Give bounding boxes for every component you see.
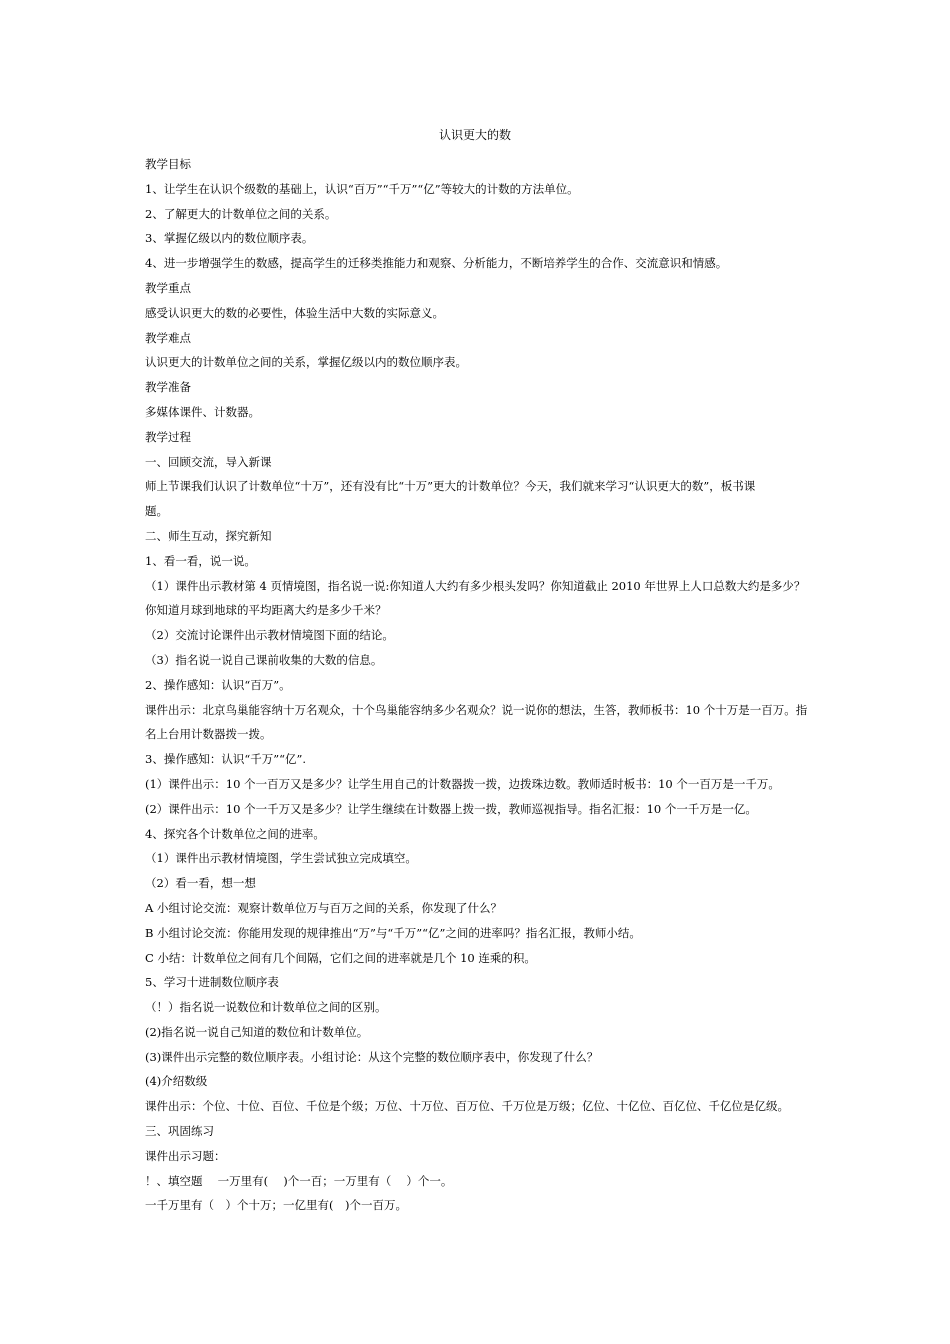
section-heading: 教学重点 <box>145 280 191 295</box>
key-point-text: 感受认识更大的数的必要性，体验生活中大数的实际意义。 <box>145 305 444 320</box>
paragraph-line: 师上节课我们认识了计数单位“十万”，还有没有比“十万”更大的计数单位？今天，我们就来学习“认识更大的数”，板书课 <box>145 479 756 494</box>
paragraph-line: B 小组讨论交流：你能用发现的规律推出“万”与“千万”“亿”之间的进率吗？指名汇报，教师小结。 <box>145 925 641 940</box>
objective-2: 2、了解更大的计数单位之间的关系。 <box>145 206 337 221</box>
paragraph-line: (1）课件出示：10 个一百万又是多少？让学生用自己的计数器拨一拨，边拨珠边数。教师适时板书：10 个一百万是一千万。 <box>145 776 780 791</box>
section-heading: 教学目标 <box>145 157 191 171</box>
step-heading: 一、回顾交流，导入新课 <box>145 454 272 469</box>
difficulty-text: 认识更大的计数单位之间的关系，掌握亿级以内的数位顺序表。 <box>145 355 467 370</box>
section-heading: 教学准备 <box>145 380 191 395</box>
document-title: 认识更大的数 <box>438 128 511 142</box>
paragraph-line: （2）交流讨论课件出示教材情境图下面的结论。 <box>145 628 394 643</box>
subsection-heading: 3、操作感知：认识“千万”“亿”. <box>145 752 306 767</box>
paragraph-line: 名上台用计数器拨一拨。 <box>145 727 272 742</box>
step-heading: 二、师生互动，探究新知 <box>145 528 272 543</box>
exercise-line: 一千万里有（ ）个十万；一亿里有( )个一百万。 <box>145 1198 407 1213</box>
subsection-heading: 2、操作感知：认识“百万”。 <box>145 677 291 692</box>
paragraph-line: 课件出示：个位、十位、百位、千位是个级；万位、十万位、百万位、千万位是万级；亿位、十亿位、百亿位、千亿位是亿级。 <box>145 1099 789 1114</box>
paragraph-line: A 小组讨论交流：观察计数单位万与百万之间的关系，你发现了什么？ <box>145 900 502 915</box>
objective-4: 4、进一步增强学生的数感，提高学生的迁移类推能力和观察、分析能力，不断培养学生的合作、交流意识和情感。 <box>145 256 728 271</box>
paragraph-line: （！）指名说一说数位和计数单位之间的区别。 <box>145 1000 387 1015</box>
paragraph-line: 你知道月球到地球的平均距离大约是多少千米？ <box>145 603 387 618</box>
subsection-heading: 4、探究各个计数单位之间的进率。 <box>145 826 325 841</box>
paragraph-line: C 小结：计数单位之间有几个间隔，它们之间的进率就是几个 10 连乘的积。 <box>145 950 536 965</box>
exercise-line: ！、填空题 一万里有( )个一百；一万里有（ ）个一。 <box>145 1173 453 1188</box>
step-heading: 三、巩固练习 <box>145 1124 214 1139</box>
objective-1: 1、让学生在认识个级数的基础上，认识“百万”“千万”“亿”等较大的计数的方法单位。 <box>145 181 579 196</box>
paragraph-line: 题。 <box>145 504 168 519</box>
section-heading: 教学难点 <box>145 330 191 345</box>
subsection-heading: 1、看一看，说一说。 <box>145 553 256 568</box>
preparation-text: 多媒体课件、计数器。 <box>145 404 260 419</box>
paragraph-line: 课件出示：北京鸟巢能容纳十万名观众，十个鸟巢能容纳多少名观众？说一说你的想法，生答，教师板书：10 个十万是一百万。指 <box>145 702 808 717</box>
paragraph-line: （1）课件出示教材第 4 页情境图，指名说一说:你知道人大约有多少根头发吗？你知道截止 2010 年世界上人口总数大约是多少？ <box>145 578 806 593</box>
paragraph-line: (2)指名说一说自己知道的数位和计数单位。 <box>145 1024 369 1039</box>
paragraph-line: （1）课件出示教材情境图，学生尝试独立完成填空。 <box>145 851 417 866</box>
paragraph-line: (4)介绍数级 <box>145 1074 208 1089</box>
paragraph-line: (2）课件出示：10 个一千万又是多少？让学生继续在计数器上拨一拨，教师巡视指导。指名汇报：10 个一千万是一亿。 <box>145 801 757 816</box>
paragraph-line: (3)课件出示完整的数位顺序表。小组讨论：从这个完整的数位顺序表中，你发现了什么？ <box>145 1049 599 1064</box>
paragraph-line: （3）指名说一说自己课前收集的大数的信息。 <box>145 652 383 667</box>
paragraph-line: （2）看一看，想一想 <box>145 876 256 891</box>
subsection-heading: 5、学习十进制数位顺序表 <box>145 975 279 990</box>
objective-3: 3、掌握亿级以内的数位顺序表。 <box>145 231 314 246</box>
paragraph-line: 课件出示习题： <box>145 1148 226 1163</box>
section-heading: 教学过程 <box>145 429 191 444</box>
document-body <box>145 152 825 1218</box>
